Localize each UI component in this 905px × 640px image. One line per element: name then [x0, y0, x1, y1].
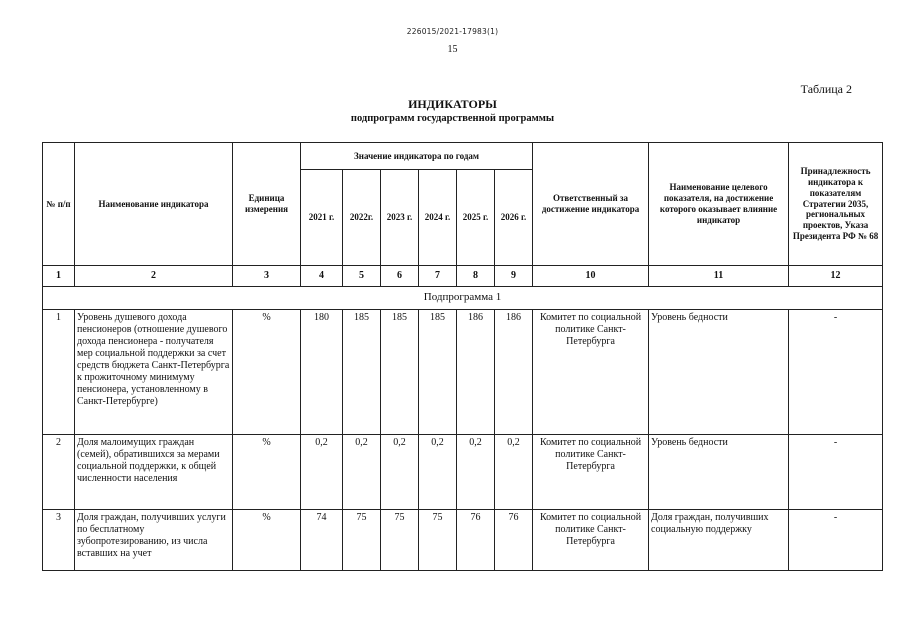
target-indicator: Доля граждан, получивших социальную поддержку [649, 510, 789, 571]
responsible: Комитет по социальной политике Санкт-Петербурга [533, 510, 649, 571]
value-2024: 0,2 [419, 435, 457, 510]
document-id: 226015/2021-17983(1) [406, 27, 499, 36]
column-number: 9 [495, 266, 533, 287]
target-indicator: Уровень бедности [649, 310, 789, 435]
value-2021: 74 [301, 510, 343, 571]
value-2026: 0,2 [495, 435, 533, 510]
column-number: 4 [301, 266, 343, 287]
value-2025: 76 [457, 510, 495, 571]
value-2025: 186 [457, 310, 495, 435]
subprogram-row [43, 287, 883, 310]
strategy-link: - [789, 310, 883, 435]
header-values-group: Значение индикатора по годам [301, 143, 533, 170]
unit: % [233, 310, 301, 435]
page-number: 15 [447, 44, 458, 55]
indicators-table [42, 142, 883, 571]
value-2024: 75 [419, 510, 457, 571]
responsible: Комитет по социальной политике Санкт-Петербурга [533, 310, 649, 435]
header-year: 2023 г. [381, 170, 419, 266]
page-title: ИНДИКАТОРЫ [408, 97, 497, 111]
indicator-name: Уровень душевого дохода пенсионеров (отношение душевого дохода пенсионера - получателя мер социальной поддержки за счет средств бюджета Санкт-Петербурга к прожиточному минимуму пенсионера, установленному в Санкт-Петербурге) [75, 310, 233, 435]
header-name: Наименование индикатора [75, 143, 233, 266]
value-2023: 0,2 [381, 435, 419, 510]
value-2022: 185 [343, 310, 381, 435]
target-indicator: Уровень бедности [649, 435, 789, 510]
strategy-link: - [789, 510, 883, 571]
page-subtitle: подпрограмм государственной программы [350, 113, 555, 124]
column-number: 6 [381, 266, 419, 287]
row-num: 3 [43, 510, 75, 571]
table-label: Таблица 2 [800, 82, 852, 96]
indicator-name: Доля граждан, получивших услуги по бесплатному зубопротезированию, из числа вставших на учет [75, 510, 233, 571]
column-number-row [43, 266, 883, 287]
table-row [43, 310, 883, 435]
column-number: 11 [649, 266, 789, 287]
value-2025: 0,2 [457, 435, 495, 510]
column-number: 10 [533, 266, 649, 287]
header-year: 2025 г. [457, 170, 495, 266]
value-2024: 185 [419, 310, 457, 435]
column-number: 12 [789, 266, 883, 287]
value-2022: 0,2 [343, 435, 381, 510]
header-num: № п/п [43, 143, 75, 266]
value-2021: 180 [301, 310, 343, 435]
column-number: 7 [419, 266, 457, 287]
header-year: 2021 г. [301, 170, 343, 266]
responsible: Комитет по социальной политике Санкт-Петербурга [533, 435, 649, 510]
value-2026: 76 [495, 510, 533, 571]
value-2023: 75 [381, 510, 419, 571]
column-number: 2 [75, 266, 233, 287]
row-num: 1 [43, 310, 75, 435]
value-2021: 0,2 [301, 435, 343, 510]
value-2026: 186 [495, 310, 533, 435]
header-year: 2026 г. [495, 170, 533, 266]
value-2022: 75 [343, 510, 381, 571]
column-number: 8 [457, 266, 495, 287]
header-target: Наименование целевого показателя, на достижение которого оказывает влияние индикатор [649, 143, 789, 266]
header-year: 2024 г. [419, 170, 457, 266]
row-num: 2 [43, 435, 75, 510]
unit: % [233, 510, 301, 571]
header-responsible: Ответственный за достижение индикатора [533, 143, 649, 266]
header-year: 2022г. [343, 170, 381, 266]
table-row [43, 435, 883, 510]
column-number: 1 [43, 266, 75, 287]
column-number: 5 [343, 266, 381, 287]
subprogram-label: Подпрограмма 1 [43, 287, 883, 310]
header-strategy: Принадлежность индикатора к показателям Стратегии 2035, региональных проектов, Указа Президента РФ № 68 [789, 143, 883, 266]
unit: % [233, 435, 301, 510]
column-number: 3 [233, 266, 301, 287]
strategy-link: - [789, 435, 883, 510]
indicator-name: Доля малоимущих граждан (семей), обратившихся за мерами социальной поддержки, к общей численности населения [75, 435, 233, 510]
value-2023: 185 [381, 310, 419, 435]
table-row [43, 510, 883, 571]
header-unit: Единица измерения [233, 143, 301, 266]
